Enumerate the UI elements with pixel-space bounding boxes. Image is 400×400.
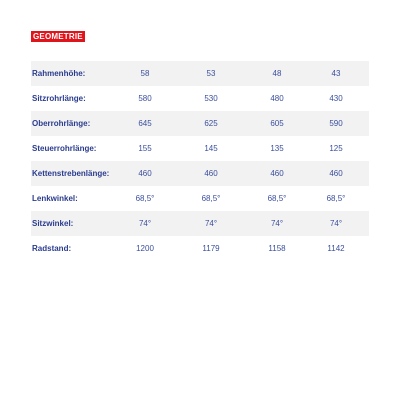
table-cell: 625	[204, 119, 218, 128]
table-cell: 480	[270, 94, 284, 103]
table-cell: 135	[270, 144, 284, 153]
table-cell: 1200	[136, 244, 154, 253]
row-label: Lenkwinkel:	[32, 194, 78, 203]
table-cell: 125	[329, 144, 343, 153]
table-cell: 74°	[270, 219, 284, 228]
table-row	[31, 211, 369, 236]
table-row	[31, 111, 369, 136]
table-cell: 155	[138, 144, 152, 153]
table-cell: 68,5°	[267, 194, 287, 203]
table-row	[31, 161, 369, 186]
table-cell: 580	[138, 94, 152, 103]
table-cell: 430	[329, 94, 343, 103]
table-cell: 74°	[204, 219, 218, 228]
table-row	[31, 61, 369, 86]
table-cell: 68,5°	[201, 194, 221, 203]
table-cell: 43	[331, 69, 341, 78]
table-row	[31, 86, 369, 111]
table-cell: 605	[270, 119, 284, 128]
row-label: Steuerrohrlänge:	[32, 144, 97, 153]
table-row	[31, 236, 369, 261]
table-cell: 48	[272, 69, 282, 78]
row-label: Kettenstrebenlänge:	[32, 169, 110, 178]
table-cell: 1179	[202, 244, 220, 253]
table-cell: 645	[138, 119, 152, 128]
table-cell: 74°	[329, 219, 343, 228]
table-cell: 460	[270, 169, 284, 178]
row-label: Radstand:	[32, 244, 72, 253]
table-cell: 53	[206, 69, 216, 78]
table-cell: 460	[204, 169, 218, 178]
table-cell: 68,5°	[135, 194, 155, 203]
table-cell: 460	[138, 169, 152, 178]
table-cell: 74°	[138, 219, 152, 228]
table-cell: 590	[329, 119, 343, 128]
row-label: Rahmenhöhe:	[32, 69, 86, 78]
table-row	[31, 136, 369, 161]
row-label: Sitzrohrlänge:	[32, 94, 86, 103]
table-row	[31, 186, 369, 211]
table-cell: 460	[329, 169, 343, 178]
geometry-table	[31, 61, 369, 261]
table-cell: 58	[140, 69, 150, 78]
table-cell: 1158	[268, 244, 286, 253]
table-cell: 1142	[327, 244, 345, 253]
section-heading-badge: GEOMETRIE	[33, 32, 83, 41]
table-cell: 68,5°	[326, 194, 346, 203]
row-label: Sitzwinkel:	[32, 219, 74, 228]
row-label: Oberrohrlänge:	[32, 119, 91, 128]
table-cell: 145	[204, 144, 218, 153]
table-cell: 530	[204, 94, 218, 103]
